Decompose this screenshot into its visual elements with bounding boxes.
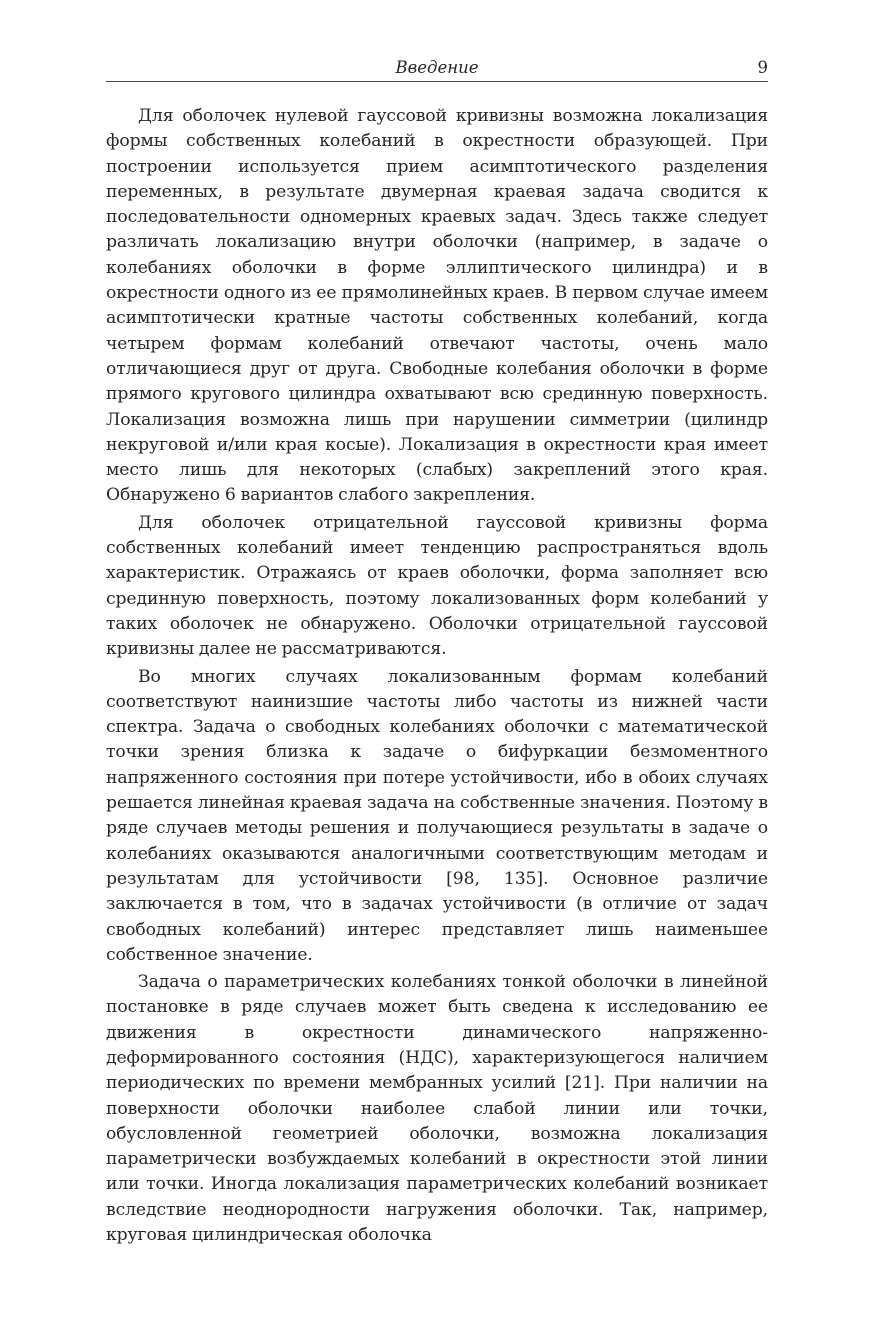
body-text bbox=[106, 104, 768, 1250]
paragraph: Задача о параметрических колебаниях тонкой оболочки в линейной постановке в ряде случаев может быть сведена к исследованию ее движения в окрестности динамического напряженно-деформированного состояния (НДС), характеризующегося наличием периодических по времени мембранных усилий [21]. При наличии на поверхности оболочки наиболее слабой линии или точки, обусловленной геометрией оболочки, возможна локализация параметрически возбуждаемых колебаний в окрестности этой линии или точки. Иногда локализация параметрических колебаний возникает вследствие неоднородности нагружения оболочки. Так, например, круговая цилиндрическая оболочка bbox=[106, 972, 768, 1246]
paragraph: Для оболочек нулевой гауссовой кривизны возможна локализация формы собственных колебаний в окрестности образующей. При построении используется прием асимптотического разделения переменных, в результате двумерная краевая задача сводится к последовательности одномерных краевых задач. Здесь также следует различать локализацию внутри оболочки (например, в задаче о колебаниях оболочки в форме эллиптического цилиндра) и в окрестности одного из ее прямолинейных краев. В первом случае имеем асимптотически кратные частоты собственных колебаний, когда четырем формам колебаний отвечают частоты, очень мало отличающиеся друг от друга. Свободные колебания оболочки в форме прямого кругового цилиндра охватывают всю срединную поверхность. Локализация возможна лишь при нарушении симметрии (цилиндр некруговой и/или края косые). Локализация в окрестности края имеет место лишь для некоторых (слабых) закреплений этого края. Обнаружено 6 вариантов слабого закрепления. bbox=[106, 106, 768, 506]
running-head bbox=[106, 57, 768, 82]
chapter-title: Введение bbox=[395, 58, 479, 77]
paragraph: Во многих случаях локализованным формам колебаний соответствуют наинизшие частоты либо частоты из нижней части спектра. Задача о свободных колебаниях оболочки с математической точки зрения близка к задаче о бифуркации безмоментного напряженного состояния при потере устойчивости, ибо в обоих случаях решается линейная краевая задача на собственные значения. Поэтому в ряде случаев методы решения и получающиеся результаты в задаче о колебаниях оказываются аналогичными соответствующим методам и результатам для устойчивости [98, 135]. Основное различие заключается в том, что в задачах устойчивости (в отличие от задач свободных колебаний) интерес представляет лишь наименьшее собственное значение. bbox=[106, 666, 768, 965]
paragraph: Для оболочек отрицательной гауссовой кривизны форма собственных колебаний имеет тенденцию распространяться вдоль характеристик. Отражаясь от краев оболочки, форма заполняет всю срединную поверхность, поэтому локализованных форм колебаний у таких оболочек не обнаружено. Оболочки отрицательной гауссовой кривизны далее не рассматриваются. bbox=[106, 512, 768, 660]
page-number: 9 bbox=[757, 58, 768, 77]
